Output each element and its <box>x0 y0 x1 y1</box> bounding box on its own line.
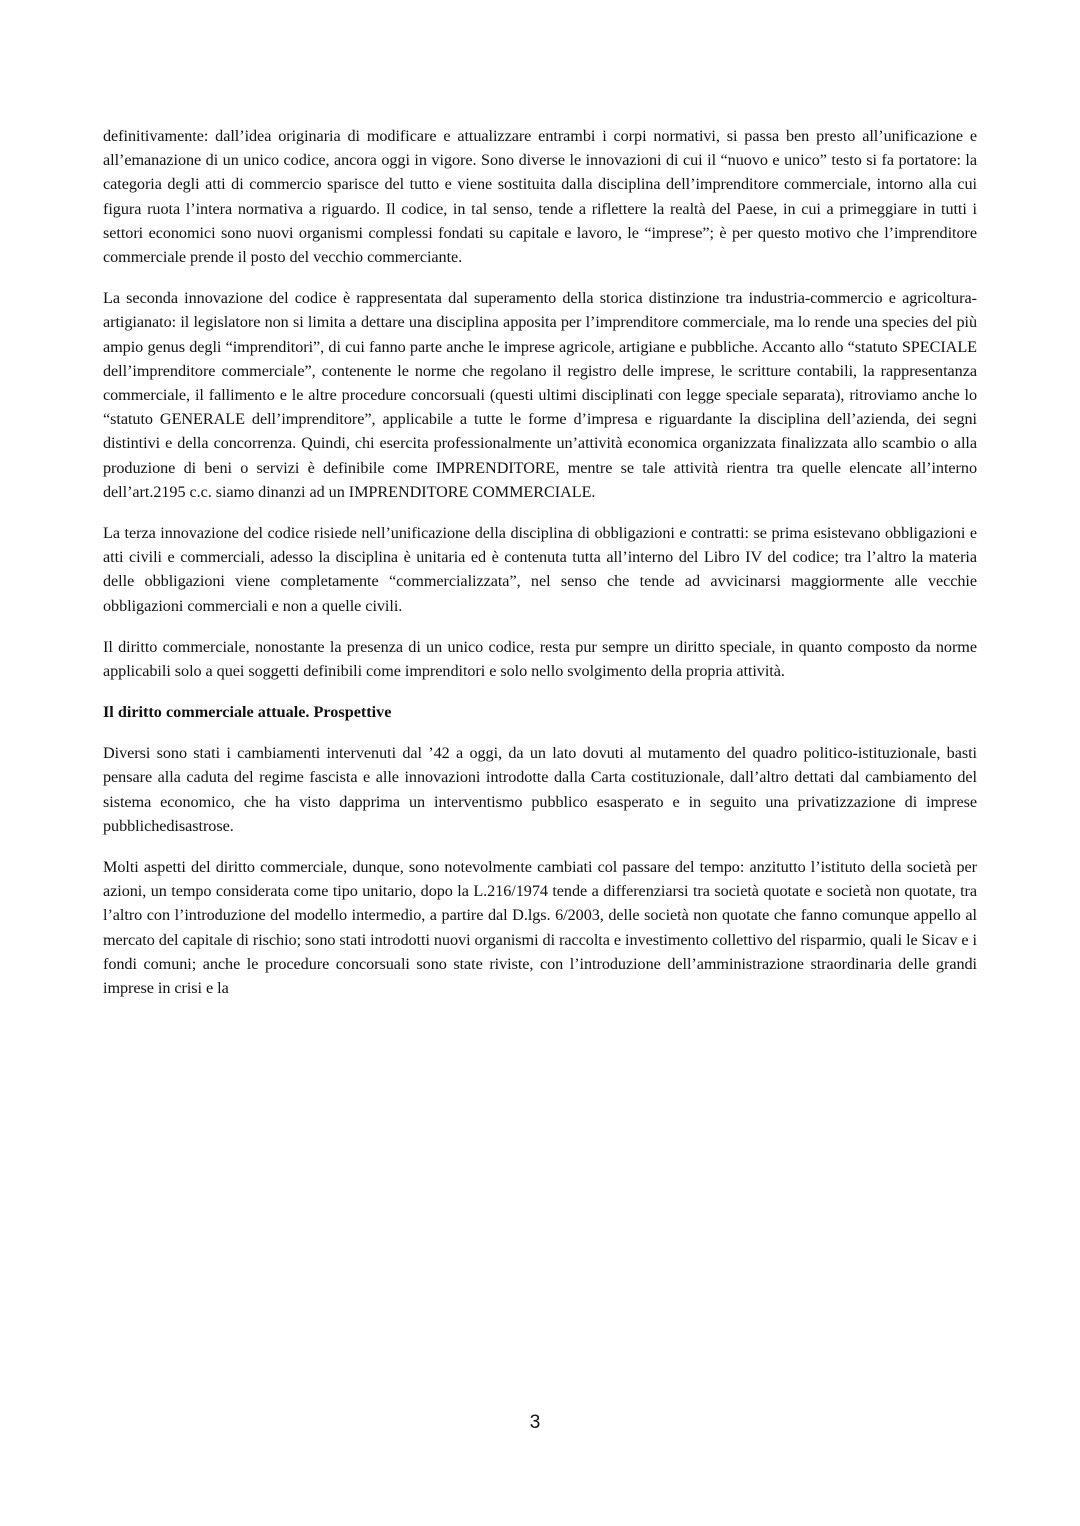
document-page <box>103 124 977 1017</box>
paragraph-terza-innovazione: La terza innovazione del codice risiede nell’unificazione della disciplina di obbligazioni e contratti: se prima esistevano obbligazioni e atti civili e commerciali, adesso la disciplina è unitaria ed è contenuta tutta all’interno del Libro IV del codice; tra l’altro la materia delle obbligazioni viene completamente “commercializzata”, nel senso che tende ad avvicinarsi maggiormente alle vecchie obbligazioni commerciali e non a quelle civili. <box>103 524 977 615</box>
paragraph-diritto-speciale: Il diritto commerciale, nonostante la presenza di un unico codice, resta pur sempre un diritto speciale, in quanto composto da norme applicabili solo a quei soggetti definibili come imprenditori e solo nello svolgimento della propria attività. <box>103 637 977 681</box>
page-number: 3 <box>529 1412 541 1433</box>
paragraph-seconda-innovazione: La seconda innovazione del codice è rappresentata dal superamento della storica distinzione tra industria-commercio e agricoltura-artigianato: il legislatore non si limita a dettare una disciplina apposita per l’imprenditore commerciale, ma lo rende una species del più ampio genus degli “imprenditori”, di cui fanno parte anche le imprese agricole, artigiane e pubbliche. Accanto allo “statuto SPECIALE dell’imprenditore commerciale”, contenente le norme che regolano il registro delle imprese, le scritture contabili, la rappresentanza commerciale, il fallimento e le altre procedure concorsuali (questi ultimi disciplinati con legge speciale separata), ritroviamo anche lo “statuto GENERALE dell’imprenditore”, applicabile a tutte le forme d’impresa e riguardante la disciplina dell’azienda, dei segni distintivi e della concorrenza. Quindi, chi esercita professionalmente un’attività economica organizzata finalizzata allo scambio o alla produzione di beni o servizi è definibile come IMPRENDITORE, mentre se tale attività rientra tra quelle elencate all’interno dell’art.2195 c.c. siamo dinanzi ad un IMPRENDITORE COMMERCIALE. <box>103 289 977 501</box>
paragraph-cambiamenti: Diversi sono stati i cambiamenti intervenuti dal ’42 a oggi, da un lato dovuti al mutamento del quadro politico-istituzionale, basti pensare alla caduta del regime fascista e alle innovazioni introdotte dalla Carta costituzionale, dall’altro dettati dal cambiamento del sistema economico, che ha visto dapprima un interventismo pubblico esasperato e in seguito una privatizzazione di imprese pubblichedisastrose. <box>103 744 977 835</box>
paragraph-aspetti-cambiati: Molti aspetti del diritto commerciale, dunque, sono notevolmente cambiati col passare del tempo: anzitutto l’istituto della società per azioni, un tempo considerata come tipo unitario, dopo la L.216/1974 tende a differenziarsi tra società quotate e società non quotate, tra l’altro con l’introduzione del modello intermedio, a partire dal D.lgs. 6/2003, delle società non quotate che fanno comunque appello al mercato del capitale di rischio; sono stati introdotti nuovi organismi di raccolta e investimento collettivo del risparmio, quali le Sicav e i fondi comuni; anche le procedure concorsuali sono state riviste, con l’introduzione dell’amministrazione straordinaria delle grandi imprese in crisi e la <box>103 858 977 998</box>
paragraph-unificazione-codice: definitivamente: dall’idea originaria di modificare e attualizzare entrambi i corpi normativi, si passa ben presto all’unificazione e all’emanazione di un unico codice, ancora oggi in vigore. Sono diverse le innovazioni di cui il “nuovo e unico” testo si fa portatore: la categoria degli atti di commercio sparisce del tutto e viene sostituita dalla disciplina dell’imprenditore commerciale, intorno alla cui figura ruota l’intera normativa a riguardo. Il codice, in tal senso, tende a riflettere la realtà del Paese, in cui a primeggiare in tutti i settori economici sono nuovi organismi complessi fondati su capitale e lavoro, le “imprese”; è per questo motivo che l’imprenditore commerciale prende il posto del vecchio commerciante. <box>103 127 977 267</box>
section-heading: Il diritto commerciale attuale. Prospettive <box>103 703 392 722</box>
